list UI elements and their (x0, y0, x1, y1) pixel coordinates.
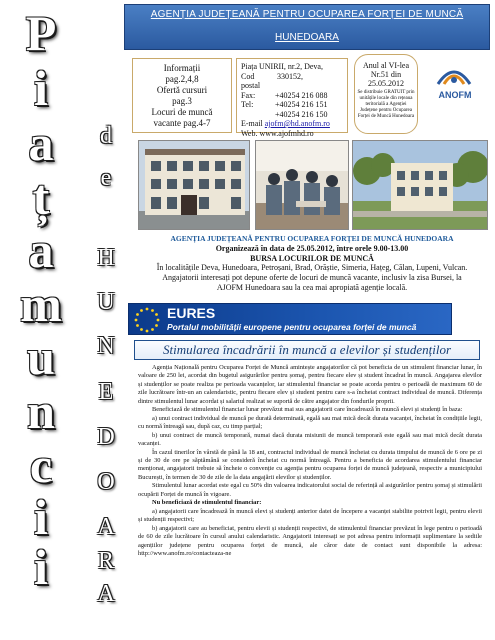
issue-year: Anul al VI-lea (362, 61, 410, 70)
issue-date: 25.05.2012 (368, 79, 404, 88)
anofm-logo-icon (434, 64, 474, 88)
contents-box (132, 58, 232, 133)
masthead-region-letter: d (100, 123, 112, 149)
masthead-letter: P (25, 5, 57, 61)
announcement-title: AGENȚIA JUDEȚEANĂ PENTRU OCUPAREA FORȚEI DE MUNCĂ HUNEDOARA (170, 234, 454, 243)
masthead-letter: i (34, 539, 48, 595)
issue-box (354, 54, 418, 134)
contact-email: E-mail ajofm@hd.anofm.ro (241, 119, 330, 128)
masthead-region-letter: e (100, 165, 112, 191)
contact-tel-2: +40254 216 150 (275, 109, 328, 119)
photo-agency-building (138, 140, 250, 230)
contact-web: Web. www.ajofmhd.ro (241, 128, 314, 138)
email-link[interactable]: ajofm@hd.anofm.ro (264, 119, 330, 128)
contents-line: pag.2,4,8 (165, 74, 199, 84)
masthead-letter: m (20, 276, 62, 332)
agency-name: AGENȚIA JUDEȚEANĂ PENTRU OCUPAREA FORȚEI DE MUNCĂ (150, 9, 464, 20)
masthead-region-letter: N (97, 333, 115, 359)
issue-distribution-note: Se distribuie GRATUIT prin unitățile locale din rețeaua teritorială a Agenției Județene pentru Ocuparea Forței de Muncă Hunedoara (357, 90, 415, 119)
photo-job-fair (255, 140, 349, 230)
eures-banner[interactable] (128, 303, 452, 335)
eures-subtitle: Portalul mobilității europene pentru ocuparea forței de muncă (167, 322, 417, 332)
job-fair-announcement (134, 234, 490, 290)
masthead-letter: n (27, 383, 55, 439)
announcement-event: BURSA LOCURILOR DE MUNCĂ (250, 253, 374, 263)
article-subheading: Nu beneficiază de stimulentul financiar: (152, 499, 262, 507)
masthead-letter: i (34, 489, 48, 545)
article-body (138, 364, 482, 638)
announcement-locations: În localitățile Deva, Hunedoara, Petroșani, Brad, Orăștie, Simeria, Hațeg, Călan, Lupeni, Vulcan. (156, 263, 468, 273)
masthead-region-letter: D (97, 424, 115, 450)
article-paragraph: Beneficiază de stimulentul financiar lunar prevăzut mai sus angajatorii care încadrează în muncă elevi și studenți în baza: (152, 406, 463, 414)
article-paragraph: b) angajatorii care au beneficiat, pentru elevii și studenții respectivi, de stimulentul financiar prevăzut în lege pentru o perioadă de 60 de zile lucrătoare în cursul anului calendaristic. Angajatorii interesați se pot adresa pentru informații suplimentare la sediile agențiilor județene pentru ocuparea forței de muncă, ale căror date de contact sunt disponibile la adresa: http://www.anofm.ro/contacteaza-ne (138, 524, 482, 557)
masthead-region-letter: E (98, 379, 114, 405)
agency-county: HUNEDOARA (275, 32, 339, 43)
anofm-logo (424, 64, 486, 104)
masthead-letter: ț (32, 169, 50, 225)
eures-name: EURES (167, 305, 216, 321)
contact-box (236, 58, 348, 138)
contact-tel: Tel: +40254 216 151 (241, 100, 328, 109)
masthead-region-letter: O (97, 469, 115, 495)
article-title: Stimularea încadrării în muncă a elevilor și studenților (134, 340, 480, 360)
article-paragraph: Stimulentul lunar acordat este egal cu 50% din valoarea indicatorului social de referință al asigurărilor pentru șomaj și stimulării ocupării Forței de muncă în vigoare. (138, 482, 482, 498)
contents-line: vacante pag.4-7 (153, 118, 211, 128)
contents-line: Locuri de muncă (151, 107, 213, 117)
masthead-letter: c (29, 437, 53, 493)
contact-postal: Cod postal 330152, (241, 71, 303, 90)
logo-text: ANOFM (438, 90, 472, 100)
web-link[interactable]: www.ajofmhd.ro (259, 128, 314, 138)
masthead-letter: i (34, 60, 48, 116)
announcement-date: Organizează în data de 25.05.2012, între orele 9.00-13.00 (215, 243, 409, 253)
article-paragraph: b) unui contract de muncă temporară, numai dacă durata misiunii de muncă temporară este egală sau mai mică decât durata vacanței. (138, 431, 482, 448)
contents-line: Ofertă cursuri (156, 85, 208, 95)
article-paragraph: Agenția Națională pentru Ocuparea Forței de Muncă amintește angajatorilor că pot beneficia de un stimulent financiar lunar, în valoare de 250 lei, acordat din bugetul asigurărilor pentru șomaj, pentru fiecare elev și student încadrat în muncă. Angajarea elevilor și studenților se poate realiza pe perioada vacanțelor, iar stimulentul financiar se poate acorda pentru o perioadă de maximum 60 de zile lucrătoare într-un an calendaristic, pentru fiecare elev și student pentru care s-a încheiat contract individual de muncă. Diferența dintre stimulentul lunar acordat și salariul realizat se suportă de către angajator din fondurile proprii. (138, 364, 482, 405)
masthead-letter: a (28, 222, 54, 278)
masthead-letter: u (27, 329, 55, 385)
contact-fax: Fax: +40254 216 088 (241, 90, 328, 100)
article-paragraph: În cazul tinerilor în vârstă de până la 18 ani, contractul individual de muncă încheiat cu durata timpului de muncă de 6 ore pe zi și de 30 de ore pe săptămână se consideră încheiat cu normă întreagă. Pentru a beneficia de acordarea stimulentului financiar menționat, angajatorii trebuie să încheie o convenție cu agenția pentru ocuparea forței de muncă județeană, respectiv a municipiului București, în termen de 30 de zile de la data angajării elevilor și studenților. (138, 448, 482, 481)
article-paragraph: a) unui contract individual de muncă pe durată determinată, egală sau mai mică decât durata vacanței, încheiat în condițiile legii, cu normă întreagă sau, după caz, cu timp parțial; (138, 414, 482, 431)
contents-line: pag.3 (172, 96, 192, 106)
article-paragraph: a) angajatorii care încadrează în muncă elevi și studenți anterior datei de începere a vacanței stabilite potrivit legii, pentru elevii și studenții respectivi; (138, 507, 482, 524)
photo-office-exterior (352, 140, 488, 230)
masthead-title (0, 0, 74, 640)
masthead-region-letter: R (97, 548, 114, 574)
masthead-region-letter: A (97, 581, 115, 607)
masthead-region-letter: H (97, 245, 115, 271)
announcement-contact: AJOFM Hunedoara sau la cea mai apropiată agenție locală. (216, 282, 408, 292)
masthead-region-letter: U (97, 289, 115, 315)
masthead-region-letter: A (97, 514, 115, 540)
masthead-letter: a (28, 115, 54, 171)
contents-line: Informații (163, 63, 201, 73)
eu-stars-icon (133, 306, 161, 334)
issue-number: Nr.51 din (370, 70, 402, 79)
agency-header (124, 4, 490, 50)
contact-address: Piața UNIRII, nr.2, Deva, (241, 62, 323, 71)
announcement-employers: Angajatorii interesați pot depune oferte de locuri de muncă vacante, inclusiv la zisa Bursei, la (162, 273, 462, 283)
